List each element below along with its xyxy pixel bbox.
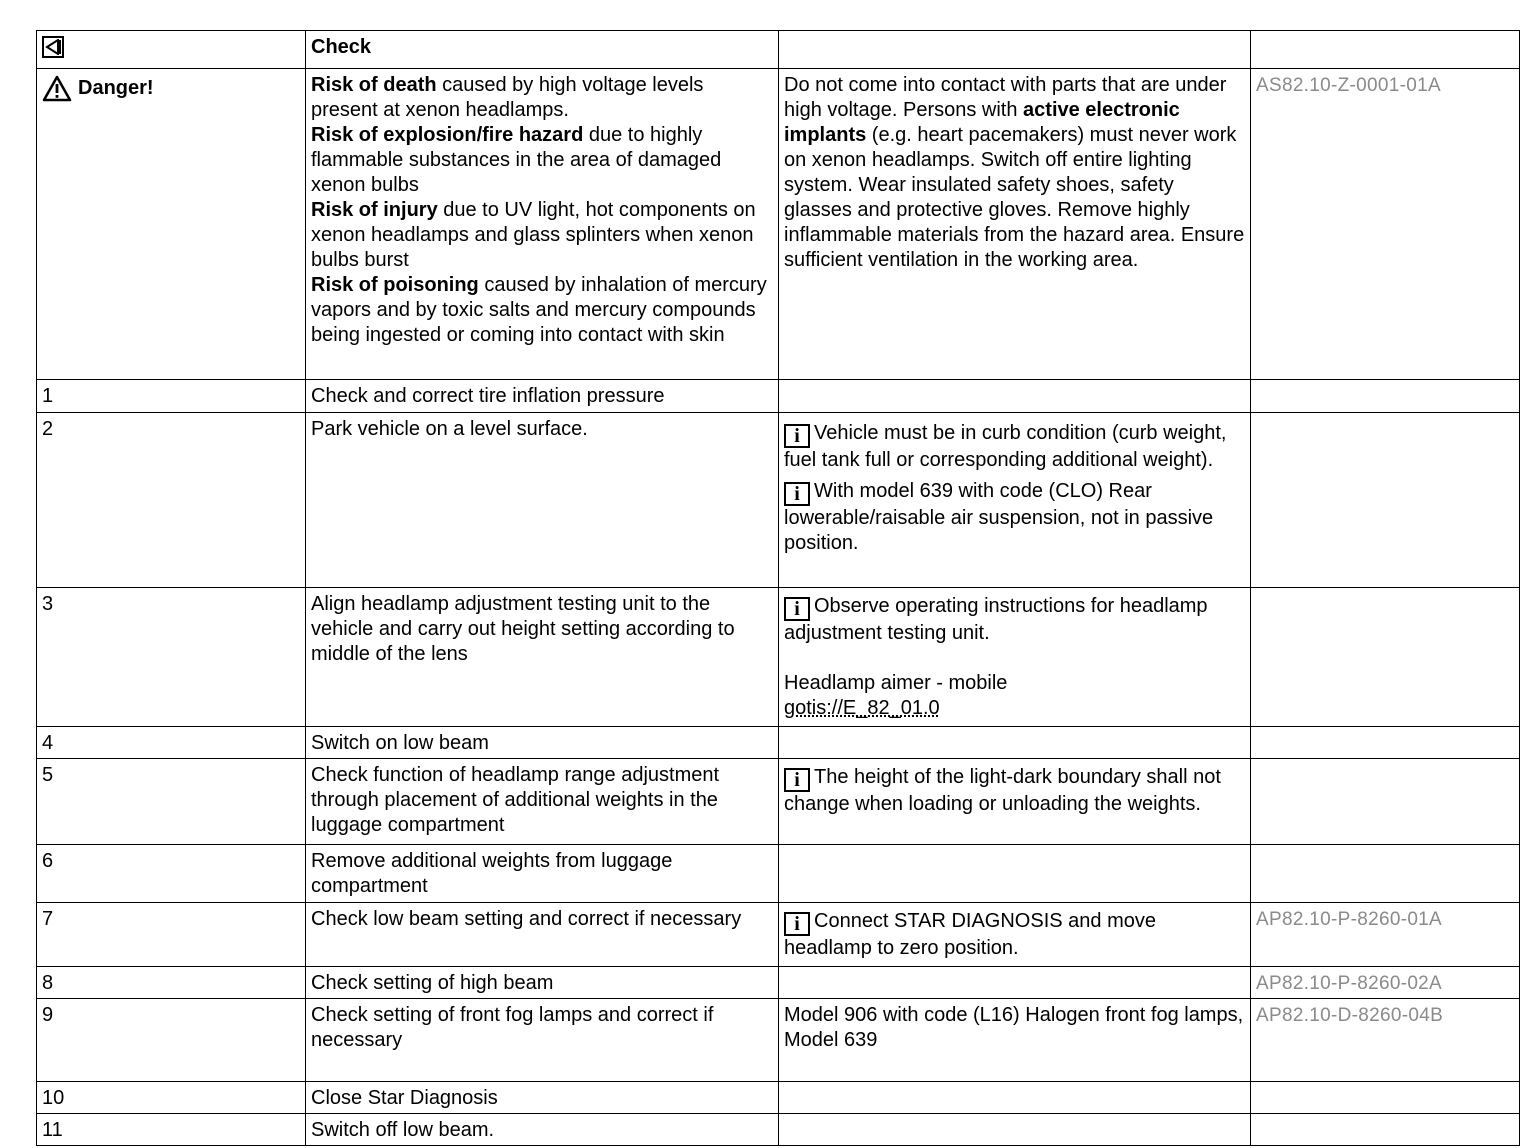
step-notes: [779, 845, 1251, 903]
step-notes: [779, 967, 1251, 999]
step-row-10: [37, 1082, 1520, 1114]
step-number: 4: [37, 727, 306, 759]
step-text: Check setting of front fog lamps and correct if necessary: [306, 999, 779, 1082]
info-icon: i: [784, 912, 810, 936]
step-ref: [1251, 727, 1520, 759]
step-row-7: [37, 903, 1520, 967]
info-icon: i: [784, 424, 810, 448]
info-note: i Vehicle must be in curb condition (curb weight, fuel tank full or corresponding additional weight).: [784, 422, 1227, 471]
step-number: 8: [37, 967, 306, 999]
header-ref-cell: [1251, 31, 1520, 69]
step-row-5: [37, 759, 1520, 845]
risk-death: Risk of death caused by high voltage levels present at xenon headlamps.: [311, 74, 704, 121]
step-notes: [779, 1114, 1251, 1146]
step-ref: [1251, 413, 1520, 588]
step-row-4: [37, 727, 1520, 759]
back-arrow-icon[interactable]: [42, 36, 64, 58]
risk-injury: Risk of injury due to UV light, hot components on xenon headlamps and glass splinters when xenon bulbs burst: [311, 199, 756, 271]
procedure-table: [36, 30, 1520, 1146]
danger-measures-cell: Do not come into contact with parts that are under high voltage. Persons with active electronic implants (e.g. heart pacemakers) must never work on xenon headlamps. Switch off entire lighting system. Wear insulated safety shoes, safety glasses and protective gloves. Remove highly inflammable materials from the hazard area. Ensure sufficient ventilation in the working area.: [779, 69, 1251, 380]
info-icon: i: [784, 768, 810, 792]
step-notes: [779, 380, 1251, 413]
danger-ref[interactable]: AS82.10-Z-0001-01A: [1251, 69, 1520, 380]
tool-link[interactable]: gotis://E_82_01.0: [784, 697, 940, 719]
step-number: 3: [37, 588, 306, 727]
step-ref: [1251, 845, 1520, 903]
step-ref: [1251, 759, 1520, 845]
step-ref[interactable]: AP82.10-P-8260-01A: [1251, 903, 1520, 967]
info-note: i The height of the light-dark boundary shall not change when loading or unloading the weights.: [784, 766, 1221, 815]
step-ref[interactable]: AP82.10-D-8260-04B: [1251, 999, 1520, 1082]
step-ref: [1251, 1114, 1520, 1146]
header-row: [37, 31, 1520, 69]
step-ref: [1251, 1082, 1520, 1114]
step-text: Check function of headlamp range adjustment through placement of additional weights in the luggage compartment: [306, 759, 779, 845]
step-row-9: [37, 999, 1520, 1082]
step-text: Align headlamp adjustment testing unit to the vehicle and carry out height setting according to middle of the lens: [306, 588, 779, 727]
step-number: 5: [37, 759, 306, 845]
step-notes: [779, 588, 1251, 727]
info-icon: i: [784, 482, 810, 506]
step-text: Switch off low beam.: [306, 1114, 779, 1146]
step-number: 1: [37, 380, 306, 413]
step-notes: [779, 999, 1251, 1082]
step-number: 6: [37, 845, 306, 903]
step-text: Check low beam setting and correct if necessary: [306, 903, 779, 967]
step-text: Close Star Diagnosis: [306, 1082, 779, 1114]
info-note: i Observe operating instructions for headlamp adjustment testing unit.: [784, 595, 1208, 644]
danger-risks-cell: [306, 69, 779, 380]
warning-triangle-icon: [42, 75, 72, 102]
header-empty-cell: [779, 31, 1251, 69]
step-row-11: [37, 1114, 1520, 1146]
step-number: 10: [37, 1082, 306, 1114]
step-notes: [779, 727, 1251, 759]
step-row-6: [37, 845, 1520, 903]
info-note: i With model 639 with code (CLO) Rear lowerable/raisable air suspension, not in passive position.: [784, 480, 1214, 554]
header-icon-cell: [37, 31, 306, 69]
step-notes: [779, 759, 1251, 845]
risk-poisoning: Risk of poisoning caused by inhalation of mercury vapors and by toxic salts and mercury compounds being ingested or coming into contact with skin: [311, 274, 767, 346]
tool-name: Headlamp aimer - mobile: [784, 672, 1008, 694]
step-row-2: [37, 413, 1520, 588]
danger-label: Danger!: [78, 77, 154, 99]
model-note: Model 906 with code (L16) Halogen front fog lamps,: [784, 1004, 1244, 1026]
step-row-3: [37, 588, 1520, 727]
danger-row: [37, 69, 1520, 380]
step-number: 7: [37, 903, 306, 967]
step-text: Switch on low beam: [306, 727, 779, 759]
step-number: 11: [37, 1114, 306, 1146]
step-notes: [779, 903, 1251, 967]
info-icon: i: [784, 597, 810, 621]
step-notes: [779, 413, 1251, 588]
step-ref: [1251, 380, 1520, 413]
step-notes: [779, 1082, 1251, 1114]
step-number: 9: [37, 999, 306, 1082]
danger-label-cell: [37, 69, 306, 380]
step-text: Check setting of high beam: [306, 967, 779, 999]
risk-explosion: Risk of explosion/fire hazard due to highly flammable substances in the area of damaged xenon bulbs: [311, 124, 722, 196]
info-note: i Connect STAR DIAGNOSIS and move headlamp to zero position.: [784, 910, 1156, 959]
step-text: Check and correct tire inflation pressure: [306, 380, 779, 413]
step-ref[interactable]: AP82.10-P-8260-02A: [1251, 967, 1520, 999]
header-title: Check: [306, 31, 779, 69]
document-page: [36, 30, 1520, 1146]
step-row-1: [37, 380, 1520, 413]
model-note-2: Model 639: [784, 1029, 878, 1051]
step-number: 2: [37, 413, 306, 588]
step-text: Park vehicle on a level surface.: [306, 413, 779, 588]
step-ref: [1251, 588, 1520, 727]
step-text: Remove additional weights from luggage compartment: [306, 845, 779, 903]
step-row-8: [37, 967, 1520, 999]
